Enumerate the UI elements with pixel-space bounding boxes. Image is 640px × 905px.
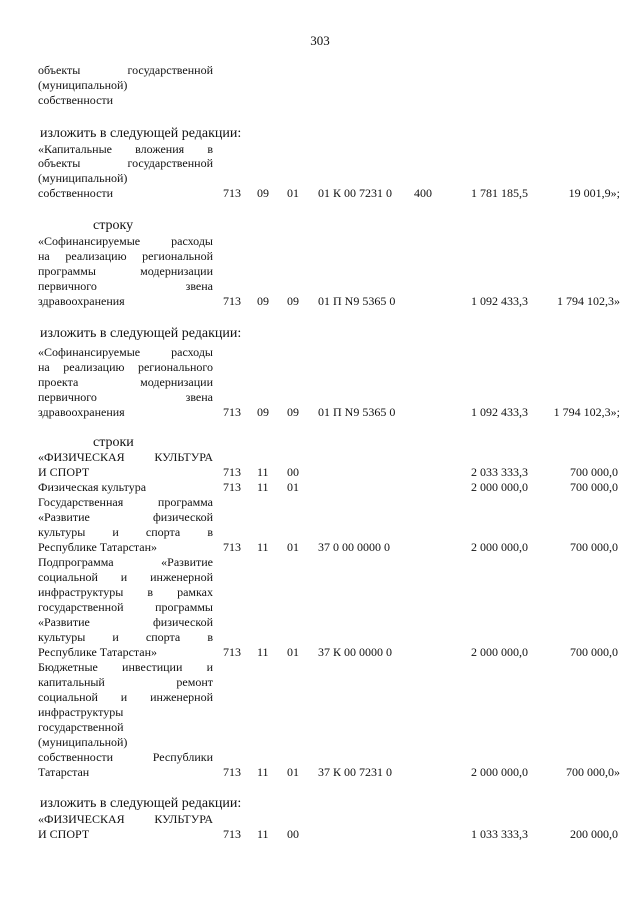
heading-rows-word: строки — [93, 435, 134, 450]
row7-value-1: 2 000 000,0 — [471, 645, 528, 659]
top-fragment-line-3: собственности — [38, 93, 114, 107]
row6-desc-line-2: «Развитие физической — [38, 510, 213, 524]
row1-desc-line-4: собственности — [38, 186, 114, 200]
row4-pr: 00 — [287, 465, 299, 479]
row1-value-2: 19 001,9»; — [568, 186, 620, 200]
row8-desc-line-2: капитальный ремонт — [38, 675, 213, 689]
row6-pr: 01 — [287, 540, 299, 554]
row6-value-1: 2 000 000,0 — [471, 540, 528, 554]
row3-desc-line-2: на реализацию регионального — [38, 360, 213, 374]
row7-value-2: 700 000,0 — [570, 645, 618, 659]
row4-value-1: 2 033 333,3 — [471, 465, 528, 479]
row1-rz: 09 — [257, 186, 269, 200]
row1-desc-line-2: объекты государственной — [38, 156, 213, 170]
row8-desc-line-1: Бюджетные инвестиции и — [38, 660, 213, 674]
row9-ved: 713 — [223, 827, 241, 841]
row3-rz: 09 — [257, 405, 269, 419]
row5-desc-line-1: Физическая культура — [38, 480, 147, 494]
row2-ved: 713 — [223, 294, 241, 308]
row6-rz: 11 — [257, 540, 269, 554]
row3-csr: 01 П N9 5365 0 — [318, 405, 396, 419]
row4-value-2: 700 000,0 — [570, 465, 618, 479]
row1-csr: 01 К 00 7231 0 — [318, 186, 393, 200]
row6-desc-line-4: Республике Татарстан» — [38, 540, 158, 554]
row1-desc-line-3: (муниципальной) — [38, 171, 128, 185]
row3-pr: 09 — [287, 405, 299, 419]
row8-rz: 11 — [257, 765, 269, 779]
row9-pr: 00 — [287, 827, 299, 841]
row8-desc-line-5: государственной — [38, 720, 124, 734]
row8-csr: 37 К 00 7231 0 — [318, 765, 393, 779]
row3-value-1: 1 092 433,3 — [471, 405, 528, 419]
row8-desc-line-7: собственности Республики — [38, 750, 213, 764]
row7-desc-line-5: «Развитие физической — [38, 615, 213, 629]
row5-ved: 713 — [223, 480, 241, 494]
row3-ved: 713 — [223, 405, 241, 419]
row4-desc-line-2: И СПОРТ — [38, 465, 90, 479]
heading-edit-instruction-1: изложить в следующей редакции: — [40, 126, 242, 141]
row9-value-2: 200 000,0 — [570, 827, 618, 841]
row5-pr: 01 — [287, 480, 299, 494]
row6-desc-line-3: культуры и спорта в — [38, 525, 213, 539]
row3-desc-line-5: здравоохранения — [38, 405, 125, 419]
row2-desc-line-4: первичного звена — [38, 279, 213, 293]
row7-desc-line-2: социальной и инженерной — [38, 570, 213, 584]
row1-desc-line-1: «Капитальные вложения в — [38, 142, 213, 156]
row2-desc-line-2: на реализацию региональной — [38, 249, 213, 263]
row4-rz: 11 — [257, 465, 269, 479]
row2-value-2: 1 794 102,3» — [557, 294, 620, 308]
row7-rz: 11 — [257, 645, 269, 659]
row6-ved: 713 — [223, 540, 241, 554]
row5-rz: 11 — [257, 480, 269, 494]
row1-value-1: 1 781 185,5 — [471, 186, 528, 200]
row9-value-1: 1 033 333,3 — [471, 827, 528, 841]
row2-desc-line-3: программы модернизации — [38, 264, 213, 278]
row1-vr: 400 — [414, 186, 432, 200]
heading-edit-instruction-2: изложить в следующей редакции: — [40, 326, 242, 341]
row9-desc-line-2: И СПОРТ — [38, 827, 90, 841]
row7-desc-line-7: Республике Татарстан» — [38, 645, 158, 659]
row8-value-1: 2 000 000,0 — [471, 765, 528, 779]
row7-desc-line-6: культуры и спорта в — [38, 630, 213, 644]
row3-value-2: 1 794 102,3»; — [553, 405, 620, 419]
row7-desc-line-4: государственной программы — [38, 600, 213, 614]
row7-desc-line-1: Подпрограмма «Развитие — [38, 555, 213, 569]
row2-csr: 01 П N9 5365 0 — [318, 294, 396, 308]
row3-desc-line-4: первичного звена — [38, 390, 213, 404]
row6-value-2: 700 000,0 — [570, 540, 618, 554]
row9-desc-line-1: «ФИЗИЧЕСКАЯ КУЛЬТУРА — [38, 812, 213, 826]
row2-pr: 09 — [287, 294, 299, 308]
row8-value-2: 700 000,0» — [566, 765, 620, 779]
row8-desc-line-4: инфраструктуры — [38, 705, 124, 719]
row1-ved: 713 — [223, 186, 241, 200]
row3-desc-line-1: «Софинансируемые расходы — [38, 345, 213, 359]
row7-csr: 37 К 00 0000 0 — [318, 645, 393, 659]
row2-value-1: 1 092 433,3 — [471, 294, 528, 308]
row8-pr: 01 — [287, 765, 299, 779]
row9-rz: 11 — [257, 827, 269, 841]
row6-desc-line-1: Государственная программа — [38, 495, 213, 509]
heading-edit-instruction-3: изложить в следующей редакции: — [40, 796, 242, 811]
row6-csr: 37 0 00 0000 0 — [318, 540, 390, 554]
row8-desc-line-6: (муниципальной) — [38, 735, 128, 749]
page-number: 303 — [310, 33, 330, 48]
row8-desc-line-8: Татарстан — [38, 765, 90, 779]
row4-ved: 713 — [223, 465, 241, 479]
row7-pr: 01 — [287, 645, 299, 659]
heading-row-word: строку — [93, 218, 134, 233]
row5-value-1: 2 000 000,0 — [471, 480, 528, 494]
row7-desc-line-3: инфраструктуры в рамках — [38, 585, 213, 599]
row8-desc-line-3: социальной и инженерной — [38, 690, 213, 704]
row8-ved: 713 — [223, 765, 241, 779]
top-fragment-line-2: (муниципальной) — [38, 78, 128, 92]
row2-desc-line-5: здравоохранения — [38, 294, 125, 308]
row2-desc-line-1: «Софинансируемые расходы — [38, 234, 213, 248]
row1-pr: 01 — [287, 186, 299, 200]
row5-value-2: 700 000,0 — [570, 480, 618, 494]
row3-desc-line-3: проекта модернизации — [38, 375, 213, 389]
row4-desc-line-1: «ФИЗИЧЕСКАЯ КУЛЬТУРА — [38, 450, 213, 464]
row7-ved: 713 — [223, 645, 241, 659]
top-fragment-line-1: объекты государственной — [38, 63, 213, 77]
row2-rz: 09 — [257, 294, 269, 308]
